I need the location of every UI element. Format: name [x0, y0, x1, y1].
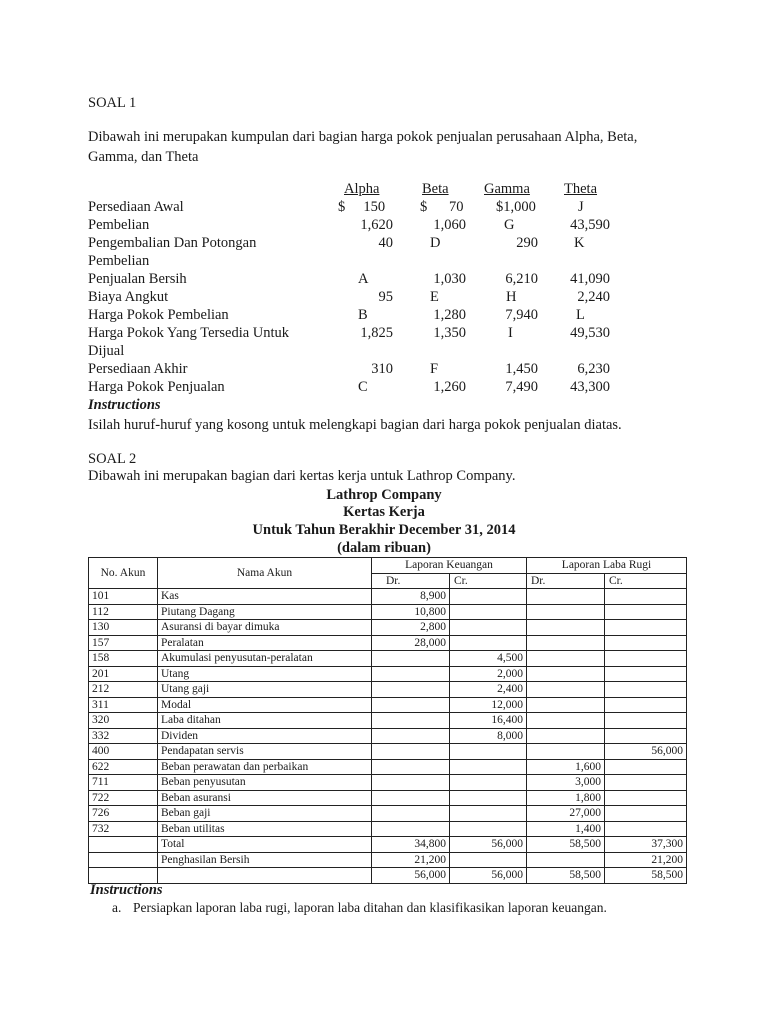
account-number: 722 [89, 790, 158, 806]
table-row [89, 775, 687, 791]
alpha-value: 310 [371, 361, 393, 377]
gamma-value: 7,490 [505, 379, 538, 395]
labarugi-dr [527, 728, 605, 744]
keuangan-cr: 2,000 [450, 666, 527, 682]
account-name: Akumulasi penyusutan-peralatan [158, 651, 372, 667]
table-row [89, 852, 687, 868]
account-name: Beban gaji [158, 806, 372, 822]
labarugi-cr [605, 728, 687, 744]
labarugi-cr [605, 604, 687, 620]
keuangan-cr: 4,500 [450, 651, 527, 667]
gamma-value: 7,940 [505, 307, 538, 323]
account-name: Asuransi di bayar dimuka [158, 620, 372, 636]
table-row [89, 868, 687, 884]
soal1-instructions-text: Isilah huruf-huruf yang kosong untuk melengkapi bagian dari harga pokok penjualan diatas. [88, 417, 622, 433]
keuangan-dr [372, 713, 450, 729]
labarugi-dr [527, 635, 605, 651]
gamma-value: G [504, 217, 515, 233]
labarugi-cr [605, 635, 687, 651]
soal1-instructions-label: Instructions [88, 397, 161, 413]
labarugi-dr [527, 604, 605, 620]
account-number: 711 [89, 775, 158, 791]
row-label: Pembelian [88, 217, 150, 233]
beta-value: F [430, 361, 439, 377]
keuangan-dr: 10,800 [372, 604, 450, 620]
keuangan-cr: 16,400 [450, 713, 527, 729]
keuangan-cr [450, 589, 527, 605]
theta-value: 2,240 [577, 289, 610, 305]
soal2-instructions-label: Instructions [90, 882, 163, 898]
keuangan-cr [450, 620, 527, 636]
table-row [89, 744, 687, 760]
labarugi-cr [605, 775, 687, 791]
worksheet-period: Untuk Tahun Berakhir December 31, 2014 [252, 522, 516, 538]
soal1-intro-line1: Dibawah ini merupakan kumpulan dari bagian harga pokok penjualan perusahaan Alpha, Beta, [88, 129, 638, 145]
labarugi-cr [605, 759, 687, 775]
account-name: Utang gaji [158, 682, 372, 698]
keuangan-dr [372, 697, 450, 713]
labarugi-cr: 21,200 [605, 852, 687, 868]
keuangan-dr [372, 744, 450, 760]
alpha-value: 1,620 [360, 217, 393, 233]
instruction-a-marker: a. [112, 900, 122, 915]
beta-value: $ 70 [420, 199, 464, 215]
account-number: 311 [89, 697, 158, 713]
account-number [89, 837, 158, 853]
worksheet-table [88, 557, 687, 884]
alpha-value: B [358, 307, 368, 323]
header-keuangan-cr: Cr. [450, 573, 527, 589]
account-name: Beban penyusutan [158, 775, 372, 791]
account-name: Kas [158, 589, 372, 605]
keuangan-dr [372, 651, 450, 667]
header-keuangan-dr: Dr. [372, 573, 450, 589]
labarugi-dr: 27,000 [527, 806, 605, 822]
account-number: 332 [89, 728, 158, 744]
labarugi-dr [527, 589, 605, 605]
account-name: Beban utilitas [158, 821, 372, 837]
row-label: Harga Pokok Pembelian [88, 307, 229, 323]
labarugi-dr [527, 697, 605, 713]
account-number: 622 [89, 759, 158, 775]
table-row [89, 713, 687, 729]
table-row [89, 806, 687, 822]
keuangan-cr [450, 759, 527, 775]
labarugi-dr [527, 744, 605, 760]
labarugi-cr: 58,500 [605, 868, 687, 884]
account-name [158, 868, 372, 884]
worksheet-title: Kertas Kerja [343, 504, 425, 520]
account-name: Piutang Dagang [158, 604, 372, 620]
keuangan-cr [450, 821, 527, 837]
account-name: Pendapatan servis [158, 744, 372, 760]
keuangan-dr [372, 682, 450, 698]
alpha-value: $ 150 [338, 199, 386, 215]
row-label-continued: Pembelian [88, 253, 150, 269]
col-header-theta: Theta [564, 181, 598, 197]
account-name: Dividen [158, 728, 372, 744]
keuangan-dr: 28,000 [372, 635, 450, 651]
row-label: Harga Pokok Yang Tersedia Untuk [88, 325, 290, 341]
account-name: Laba ditahan [158, 713, 372, 729]
theta-value: L [576, 307, 585, 323]
labarugi-cr [605, 651, 687, 667]
table-row [89, 728, 687, 744]
labarugi-dr: 1,400 [527, 821, 605, 837]
beta-value: 1,060 [433, 217, 466, 233]
account-name: Total [158, 837, 372, 853]
row-label: Biaya Angkut [88, 289, 169, 305]
keuangan-dr: 21,200 [372, 852, 450, 868]
worksheet-body [89, 589, 687, 884]
keuangan-cr [450, 775, 527, 791]
labarugi-dr: 3,000 [527, 775, 605, 791]
beta-value: 1,260 [433, 379, 466, 395]
alpha-value: 95 [378, 289, 393, 305]
alpha-value: A [358, 271, 369, 287]
labarugi-dr [527, 713, 605, 729]
beta-value: 1,030 [433, 271, 466, 287]
keuangan-cr [450, 744, 527, 760]
header-no-akun: No. Akun [89, 558, 158, 589]
gamma-value: 1,450 [505, 361, 538, 377]
keuangan-cr: 56,000 [450, 837, 527, 853]
account-number: 320 [89, 713, 158, 729]
beta-value: 1,280 [433, 307, 466, 323]
labarugi-cr: 37,300 [605, 837, 687, 853]
labarugi-dr [527, 852, 605, 868]
gamma-value: $1,000 [496, 199, 536, 215]
keuangan-dr [372, 821, 450, 837]
account-number: 212 [89, 682, 158, 698]
header-nama-akun: Nama Akun [158, 558, 372, 589]
beta-value: E [430, 289, 439, 305]
theta-value: 43,590 [570, 217, 610, 233]
labarugi-dr: 58,500 [527, 868, 605, 884]
labarugi-dr [527, 682, 605, 698]
account-number: 130 [89, 620, 158, 636]
account-number: 112 [89, 604, 158, 620]
account-name: Modal [158, 697, 372, 713]
row-label: Pengembalian Dan Potongan [88, 235, 257, 251]
table-row [89, 635, 687, 651]
theta-value: 6,230 [577, 361, 610, 377]
header-laporan-laba-rugi: Laporan Laba Rugi [527, 558, 687, 574]
keuangan-dr: 8,900 [372, 589, 450, 605]
theta-value: K [574, 235, 585, 251]
labarugi-cr [605, 713, 687, 729]
keuangan-dr: 2,800 [372, 620, 450, 636]
account-number: 201 [89, 666, 158, 682]
table-header-row [89, 558, 687, 574]
soal2-heading: SOAL 2 [88, 451, 137, 467]
keuangan-cr: 2,400 [450, 682, 527, 698]
theta-value: 49,530 [570, 325, 610, 341]
keuangan-cr [450, 604, 527, 620]
header-laporan-keuangan: Laporan Keuangan [372, 558, 527, 574]
account-name: Penghasilan Bersih [158, 852, 372, 868]
row-label: Harga Pokok Penjualan [88, 379, 225, 395]
keuangan-dr [372, 728, 450, 744]
labarugi-dr: 1,800 [527, 790, 605, 806]
theta-value: J [578, 199, 584, 215]
account-name: Peralatan [158, 635, 372, 651]
gamma-value: 6,210 [505, 271, 538, 287]
table-row [89, 666, 687, 682]
labarugi-cr [605, 620, 687, 636]
theta-value: 41,090 [570, 271, 610, 287]
keuangan-dr: 34,800 [372, 837, 450, 853]
keuangan-dr: 56,000 [372, 868, 450, 884]
keuangan-cr [450, 852, 527, 868]
header-labarugi-cr: Cr. [605, 573, 687, 589]
alpha-value: 1,825 [360, 325, 393, 341]
keuangan-cr: 56,000 [450, 868, 527, 884]
account-number: 726 [89, 806, 158, 822]
keuangan-cr: 8,000 [450, 728, 527, 744]
alpha-value: 40 [378, 235, 393, 251]
gamma-value: I [508, 325, 513, 341]
labarugi-dr: 58,500 [527, 837, 605, 853]
account-name: Beban asuransi [158, 790, 372, 806]
table-row [89, 651, 687, 667]
col-header-beta: Beta [422, 181, 449, 197]
worksheet-company-title: Lathrop Company [326, 487, 442, 503]
soal1-heading: SOAL 1 [88, 95, 137, 111]
keuangan-dr [372, 759, 450, 775]
labarugi-cr [605, 806, 687, 822]
labarugi-cr [605, 790, 687, 806]
labarugi-cr: 56,000 [605, 744, 687, 760]
account-number: 157 [89, 635, 158, 651]
keuangan-dr [372, 790, 450, 806]
keuangan-cr [450, 790, 527, 806]
beta-value: D [430, 235, 441, 251]
account-name: Utang [158, 666, 372, 682]
labarugi-cr [605, 697, 687, 713]
table-row [89, 620, 687, 636]
keuangan-dr [372, 775, 450, 791]
labarugi-dr: 1,600 [527, 759, 605, 775]
worksheet-unit-note: (dalam ribuan) [337, 540, 431, 556]
soal2-intro: Dibawah ini merupakan bagian dari kertas kerja untuk Lathrop Company. [88, 468, 516, 484]
labarugi-dr [527, 651, 605, 667]
labarugi-cr [605, 589, 687, 605]
row-label-continued: Dijual [88, 343, 125, 359]
gamma-value: 290 [516, 235, 538, 251]
keuangan-dr [372, 666, 450, 682]
header-labarugi-dr: Dr. [527, 573, 605, 589]
labarugi-dr [527, 620, 605, 636]
table-row [89, 837, 687, 853]
keuangan-dr [372, 806, 450, 822]
row-label: Persediaan Awal [88, 199, 184, 215]
account-number: 400 [89, 744, 158, 760]
account-number: 158 [89, 651, 158, 667]
keuangan-cr [450, 806, 527, 822]
col-header-gamma: Gamma [484, 181, 530, 197]
keuangan-cr [450, 635, 527, 651]
account-number: 732 [89, 821, 158, 837]
table-row [89, 697, 687, 713]
beta-value: 1,350 [433, 325, 466, 341]
instruction-a: Persiapkan laporan laba rugi, laporan laba ditahan dan klasifikasikan laporan keuangan. [133, 900, 607, 915]
table-row [89, 790, 687, 806]
row-label: Penjualan Bersih [88, 271, 187, 287]
table-row [89, 589, 687, 605]
theta-value: 43,300 [570, 379, 610, 395]
table-row [89, 759, 687, 775]
labarugi-dr [527, 666, 605, 682]
account-number: 101 [89, 589, 158, 605]
table-row [89, 604, 687, 620]
table-row [89, 821, 687, 837]
labarugi-cr [605, 682, 687, 698]
row-label: Persediaan Akhir [88, 361, 188, 377]
keuangan-cr: 12,000 [450, 697, 527, 713]
col-header-alpha: Alpha [344, 181, 380, 197]
soal1-intro-line2: Gamma, dan Theta [88, 149, 199, 165]
account-name: Beban perawatan dan perbaikan [158, 759, 372, 775]
alpha-value: C [358, 379, 368, 395]
account-number [89, 852, 158, 868]
gamma-value: H [506, 289, 517, 305]
labarugi-cr [605, 821, 687, 837]
labarugi-cr [605, 666, 687, 682]
table-row [89, 682, 687, 698]
